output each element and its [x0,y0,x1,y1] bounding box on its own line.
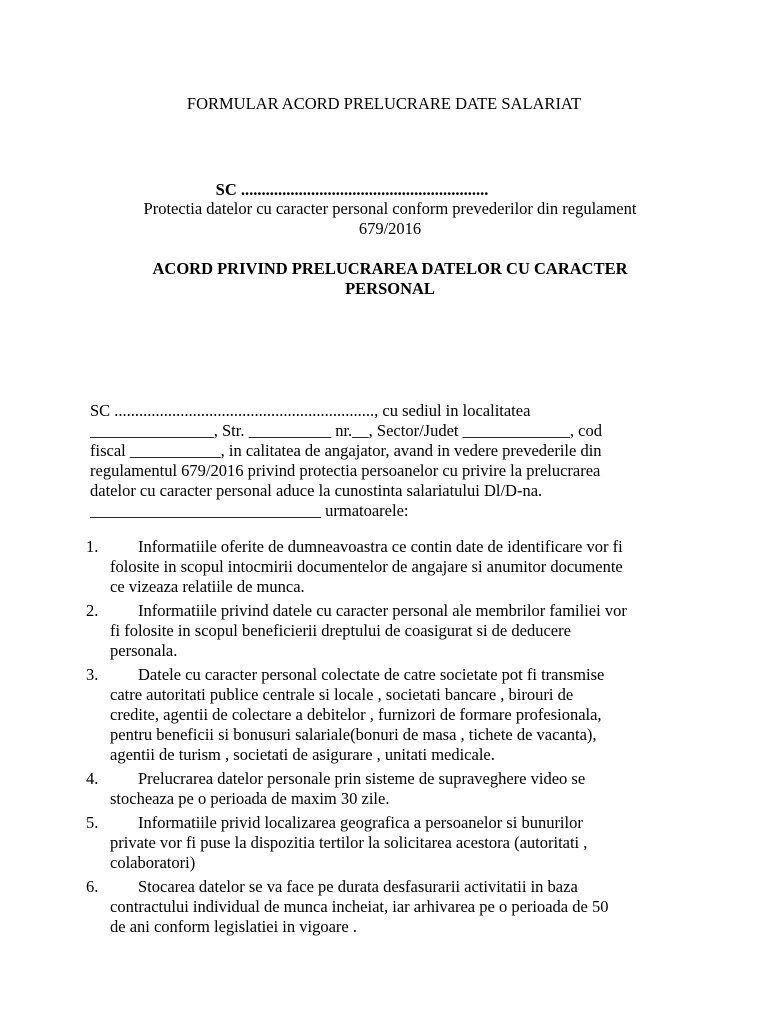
list-item [86,877,706,937]
list-item-line: Informatiile privind datele cu caracter personal ale membrilor familiei vor [138,601,627,620]
list-item-number: 5. [86,813,99,832]
list-item-line: private vor fi puse la dispozitia tertilor la solicitarea acestora (autoritati , [110,833,588,852]
list-item-line: personala. [110,641,178,660]
list-item-line: Prelucrarea datelor personale prin sisteme de supraveghere video se [138,769,586,788]
list-item-line: stocheaza pe o perioada de maxim 30 zile. [110,789,390,808]
clauses-list [86,537,706,941]
agreement-title-line: ACORD PRIVIND PRELUCRAREA DATELOR CU CARACTER [152,259,628,278]
intro-line: ____________________________ urmatoarele: [90,501,409,520]
list-item-number: 6. [86,877,99,896]
list-item-line: Informatiile oferite de dumneavoastra ce contin date de identificare vor fi [138,537,623,556]
list-item-line: credite, agentii de colectare a debitelor , furnizori de formare profesionala, [110,705,602,724]
list-item-number: 4. [86,769,99,788]
document-title: FORMULAR ACORD PRELUCRARE DATE SALARIAT [186,94,582,113]
data-protection-subtitle-line: Protectia datelor cu caracter personal conform prevederilor din regulament [143,199,637,218]
data-protection-subtitle-line: 679/2016 [358,219,422,238]
list-item-line: contractului individual de munca incheiat, iar arhivarea pe o perioada de 50 [110,897,609,916]
list-item-line: Informatiile privid localizarea geografica a persoanelor si bunurilor [138,813,583,832]
list-item-line: ce vizeaza relatiile de munca. [110,577,305,596]
list-item-line: folosite in scopul intocmirii documentelor de angajare si anumitor documente [110,557,623,576]
intro-line: datelor cu caracter personal aduce la cunostinta salariatului Dl/D-na. [90,481,543,500]
intro-line: SC ..............................................................., cu sediul in localitatea [90,401,531,420]
list-item-number: 2. [86,601,99,620]
intro-line: regulamentul 679/2016 privind protectia persoanelor cu privire la prelucrarea [90,461,601,480]
list-item-line: fi folosite in scopul beneficierii dreptului de coasigurat si de deducere [110,621,571,640]
company-header [0,180,768,200]
list-item [86,769,706,809]
intro-paragraph [90,401,680,521]
list-item [86,537,706,597]
intro-line: _______________, Str. __________ nr.__, Sector/Judet _____________, cod [90,421,602,440]
list-item [86,601,706,661]
list-item-line: agentii de turism , societati de asigurare , unitati medicale. [110,745,495,764]
list-item-line: Stocarea datelor se va face pe durata desfasurarii activitatii in baza [138,877,578,896]
list-item-line: Datele cu caracter personal colectate de catre societate pot fi transmise [138,665,605,684]
list-item-number: 3. [86,665,99,684]
agreement-title [110,259,670,299]
intro-line: fiscal ___________, in calitatea de angajator, avand in vedere prevederile din [90,441,602,460]
list-item-line: de ani conform legislatiei in vigoare . [110,917,357,936]
agreement-title-line: PERSONAL [345,279,435,298]
list-item-line: colaboratori) [110,853,196,872]
list-item-line: pentru beneficii si bonusuri salariale(bonuri de masa , tichete de vacanta), [110,725,597,744]
list-item-number: 1. [86,537,99,556]
data-protection-subtitle [100,199,680,239]
company-header-text: SC ............................................................ [215,180,489,199]
list-item-line: catre autoritati publice centrale si locale , societati bancare , birouri de [110,685,574,704]
list-item [86,813,706,873]
list-item [86,665,706,765]
